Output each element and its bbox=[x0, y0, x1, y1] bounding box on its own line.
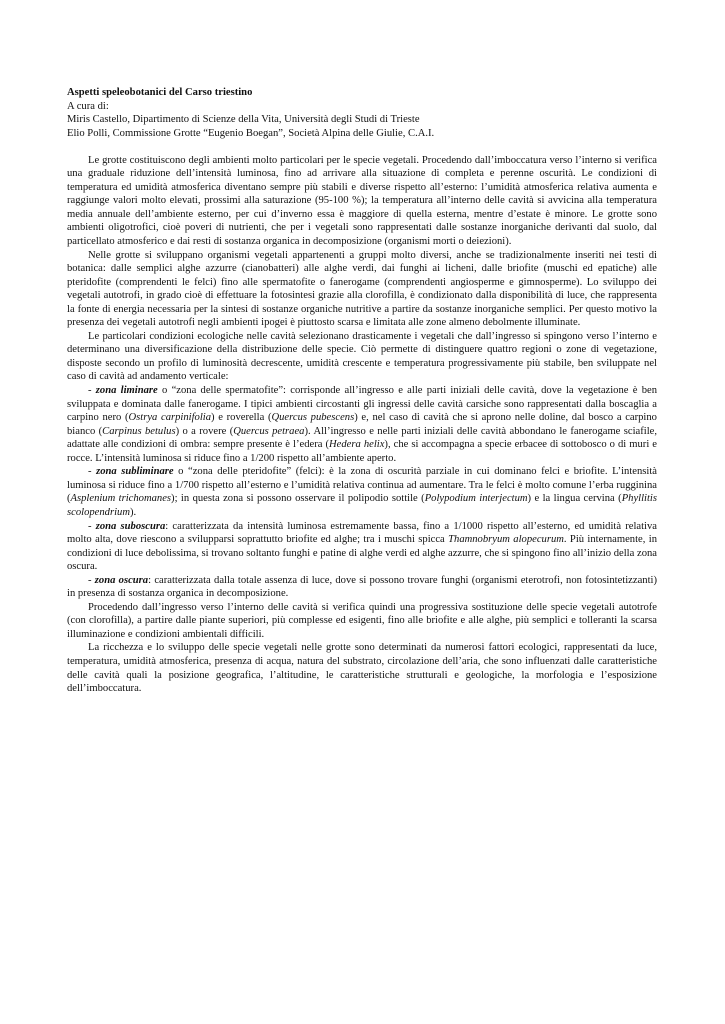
blank-line bbox=[67, 140, 657, 154]
zone-text: ) e, nel caso di cavità che si aprono nelle doline, dal bosco a carpino bianco ( bbox=[67, 412, 657, 437]
species-name: Quercus pubescens bbox=[271, 412, 355, 424]
zone-subliminare-paragraph bbox=[67, 465, 657, 519]
author-line-2: Elio Polli, Commissione Grotte “Eugenio Boegan”, Società Alpina delle Giulie, C.A.I. bbox=[67, 127, 435, 139]
zone-text: ). bbox=[129, 506, 137, 518]
zone-text: ), che si accompagna a specie erbacee di sottobosco o di muri e rocce. L’intensità luminosa si riduce fino a 1/200 rispetto all’ambiente aperto. bbox=[67, 439, 658, 464]
species-name: Quercus petraea bbox=[233, 425, 305, 437]
document-title: Aspetti speleobotanici del Carso triestino bbox=[67, 87, 253, 98]
paragraph-succession: Procedendo dall’ingresso verso l’interno delle cavità si verifica quindi una progressiva sostituzione delle specie vegetali autotrofe (con clorofilla), a partire dalle piante superiori, più complesse ed esigenti, fino alle briofite e alle alghe, più semplici e tolleranti la scarsa illuminazione e condizioni ambientali difficili. bbox=[67, 601, 657, 640]
zone-name: zona subliminare bbox=[96, 466, 174, 478]
zone-text: . Più internamente, in condizioni di luce debolissima, si trovano soltanto funghi e patine di alghe verdi ed alghe azzurre, che si spingono fino all’inizio della zona oscura. bbox=[67, 534, 657, 573]
list-dash: - bbox=[88, 574, 95, 586]
zone-text: ) e roverella ( bbox=[211, 412, 272, 424]
species-name: Polypodium interjectum bbox=[424, 493, 528, 505]
zone-name: zona oscura bbox=[94, 574, 149, 586]
species-name: Ostrya carpinifolia bbox=[128, 412, 212, 424]
species-name: Carpinus betulus bbox=[102, 425, 176, 437]
zone-text: ) e la lingua cervina ( bbox=[527, 493, 622, 505]
list-dash: - bbox=[88, 385, 96, 397]
list-dash: - bbox=[88, 520, 96, 532]
species-name: Hedera helix bbox=[329, 439, 385, 451]
zone-oscura-paragraph bbox=[67, 574, 657, 601]
zone-name: zona suboscura bbox=[95, 520, 166, 532]
zone-text: : caratterizzata da intensità luminosa estremamente bassa, fino a 1/1000 rispetto all’esterno, ed umidità relativa molto alta, dove riescono a svilupparsi soprattutto briofite ed alghe; tra i muschi spicca bbox=[67, 520, 657, 546]
document-page bbox=[67, 86, 657, 696]
paragraph-factors: La ricchezza e lo sviluppo delle specie vegetali nelle grotte sono determinati da numerosi fattori ecologici, rappresentati da luce, temperatura, umidità atmosferica, presenza di acqua, natura del substrato, circolazione dell’aria, che sono influenzati dalle caratteristiche delle cavità quali la posizione geografica, l’altitudine, le caratteristiche strutturali e geologiche, la morfologia e l’esposizione dell’imboccatura. bbox=[67, 642, 657, 695]
zone-text: : caratterizzata dalla totale assenza di luce, dove si possono trovare funghi (organismi eterotrofi, non fotosintetizzanti) in presenza di sostanza organica in decomposizione. bbox=[67, 574, 657, 600]
zone-liminare-paragraph bbox=[67, 384, 657, 465]
species-name: Asplenium trichomanes bbox=[70, 493, 172, 505]
zone-text: ). All’ingresso e nelle parti iniziali delle cavità abbondano le fanerogame sciafile, adattate alle condizioni di ombra: sempre presente è l’edera ( bbox=[67, 425, 658, 451]
list-dash: - bbox=[88, 466, 97, 478]
zone-name: zona liminare bbox=[95, 385, 158, 397]
author-line-1: Miris Castello, Dipartimento di Scienze della Vita, Università degli Studi di Trieste bbox=[67, 114, 420, 126]
species-name: Thamnobryum alopecurum bbox=[448, 534, 564, 546]
curated-by-label: A cura di: bbox=[67, 100, 109, 112]
zone-text: o “zona delle spermatofite”: corrisponde all’ingresso e alle parti iniziali delle cavità, dove la vegetazione è ben sviluppata e dominata dalle fanerogame. I tipici ambienti circostanti gli ingressi delle cavità carsiche sono rappresentati dalla boscaglia a carpino nero ( bbox=[67, 385, 657, 424]
paragraph-organisms: Nelle grotte si sviluppano organismi vegetali appartenenti a gruppi molto diversi, anche se tradizionalmente inseriti nei testi di botanica: dalle semplici alghe azzurre (cianobatteri) alle alghe verdi, dai funghi ai licheni, dalle briofite (muschi ed epatiche) alle pteridofite (comprendenti le felci) fino alle spermatofite o fanerogame (comprendenti angiosperme e gimnosperme). Lo sviluppo dei vegetali autotrofi, in grado cioè di effettuare la fotosintesi grazie alla clorofilla, è condizionato dalla disponibilità di luce, che rappresenta la fonte di energia necessaria per la sintesi di sostanze organiche nutritive a partire da sostanze inorganiche semplici. Per questo motivo la presenza dei vegetali autotrofi negli ambienti ipogei è piuttosto scarsa e limitata alle zone almeno debolmente illuminate. bbox=[67, 249, 657, 329]
zone-text: ); in questa zona si possono osservare il polipodio sottile ( bbox=[171, 493, 425, 505]
paragraph-zones-intro: Le particolari condizioni ecologiche nelle cavità selezionano drasticamente i vegetali che dall’ingresso si spingono verso l’interno e determinano una diversificazione della distribuzione delle specie. Ciò permette di distinguere quattro regioni o zone di vegetazione, disposte secondo un profilo di luminosità decrescente, umidità crescente e temperatura progressivamente più stabile, ben sviluppate nel caso di cavità ad andamento verticale: bbox=[67, 330, 657, 383]
zone-suboscura-paragraph bbox=[67, 520, 657, 574]
paragraph-intro: Le grotte costituiscono degli ambienti molto particolari per le specie vegetali. Procedendo dall’imboccatura verso l’interno si verifica una graduale riduzione dell’intensità luminosa, fino ad arrivare alla situazione di completa e perenne oscurità. Le condizioni di temperatura ed umidità atmosferica diventano sempre più stabili e diverse rispetto all’esterno: l’umidità atmosferica relativa aumenta e raggiunge valori molto elevati, prossimi alla saturazione (95-100 %); la temperatura all’interno delle cavità si avvicina alla temperatura media annuale dell’ambiente esterno, per cui d’inverno essa è maggiore di quella esterna, mentre d’estate è minore. Le grotte sono ambienti oligotrofici, cioè poveri di nutrienti, che per i vegetali sono rappresentati dalle sostanze inorganiche derivanti dal suolo, dal particellato atmosferico e dai resti di sostanza organica in decomposizione (organismi morti o deiezioni). bbox=[67, 154, 657, 248]
zone-text: o “zona delle pteridofite” (felci): è la zona di oscurità parziale in cui dominano felci e briofite. L’intensità luminosa si riduce fino a 1/700 rispetto all’esterno e l’umidità relativa continua ad aumentare. Tra le felci è molto comune l’erba rugginina ( bbox=[67, 466, 657, 505]
zone-text: ) o a rovere ( bbox=[175, 425, 234, 437]
species-name: Phyllitis scolopendrium bbox=[67, 493, 657, 518]
